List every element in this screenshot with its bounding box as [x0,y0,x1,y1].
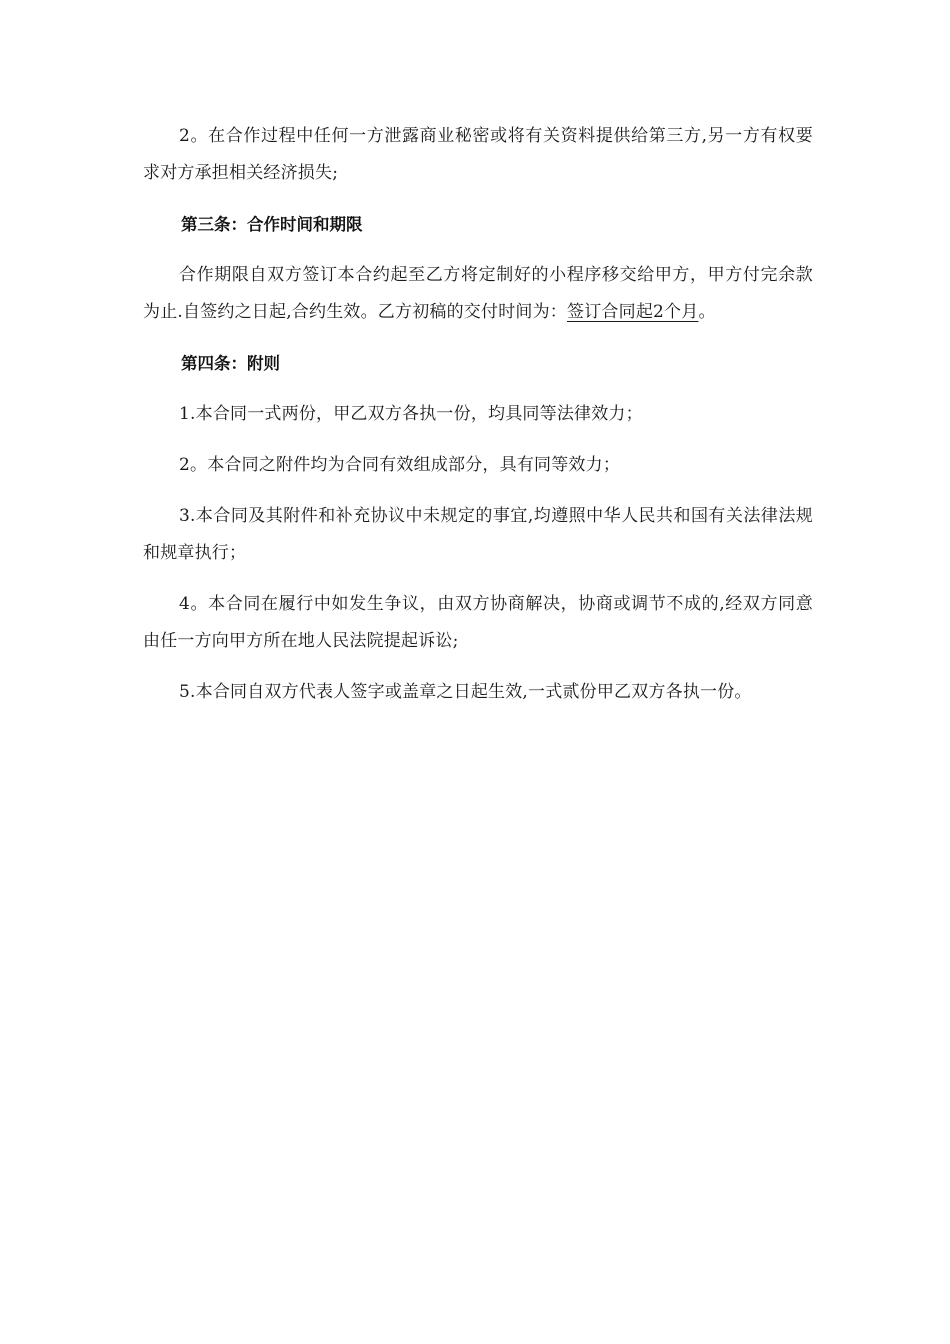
cooperation-term-paragraph [143,257,813,331]
delivery-deadline: 签订合同起2个月 [567,302,699,322]
article-3-heading: 第三条：合作时间和期限 [181,215,363,234]
term-end-punct: 。 [698,302,716,322]
appendix-item-3: 3.本合同及其附件和补充协议中未规定的事宜,均遵照中华人民共和国有关法律法规和规章执行； [143,506,813,563]
document-body [143,118,813,725]
appendix-item-1: 1.本合同一式两份，甲乙双方各执一份，均具同等法律效力； [179,404,643,424]
appendix-item-2: 2。本合同之附件均为合同有效组成部分，具有同等效力； [179,455,621,475]
term-text: 合作期限自双方签订本合约起至乙方将定制好的小程序移交给甲方，甲方付完余款为止.自签约之日起,合约生效。乙方初稿的交付时间为： [143,265,813,322]
appendix-item-4: 4。本合同在履行中如发生争议，由双方协商解决，协商或调节不成的,经双方同意由任一方向甲方所在地人民法院提起诉讼; [143,594,813,651]
appendix-item-5: 5.本合同自双方代表人签字或盖章之日起生效,一式贰份甲乙双方各执一份。 [179,682,752,702]
article-4-heading: 第四条：附则 [181,354,280,373]
clause-2-confidentiality: 2。在合作过程中任何一方泄露商业秘密或将有关资料提供给第三方,另一方有权要求对方承担相关经济损失; [143,126,813,183]
